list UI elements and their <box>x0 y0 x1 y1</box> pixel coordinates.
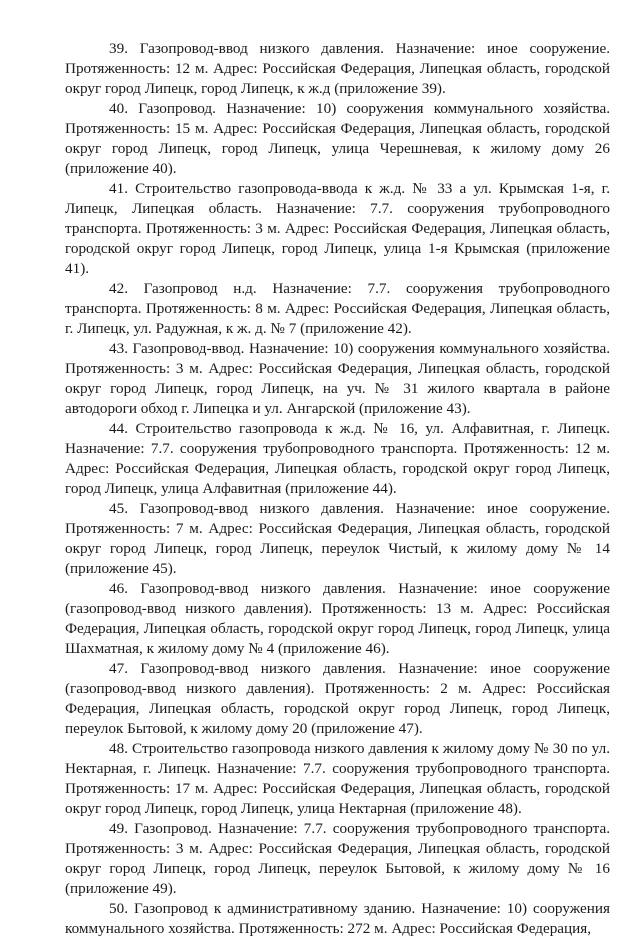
list-item-40: 40. Газопровод. Назначение: 10) сооружения коммунального хозяйства. Протяженность: 15 м. Адрес: Российская Федерация, Липецкая область, городской округ город Липецк, город Липецк, улица Черешневая, к жилому дому 26 (приложение 40). <box>65 100 610 177</box>
list-item-42: 42. Газопровод н.д. Назначение: 7.7. сооружения трубопроводного транспорта. Протяженность: 8 м. Адрес: Российская Федерация, Липецкая область, г. Липецк, ул. Радужная, к ж. д. № 7 (приложение 42). <box>65 280 610 337</box>
list-item-48: 48. Строительство газопровода низкого давления к жилому дому № 30 по ул. Нектарная, г. Липецк. Назначение: 7.7. сооружения трубопроводного транспорта. Протяженность: 17 м. Адрес: Российская Федерация, Липецкая область, городской округ город Липецк, город Липецк, улица Нектарная (приложение 48). <box>65 740 610 817</box>
list-item-47: 47. Газопровод-ввод низкого давления. Назначение: иное сооружение (газопровод-ввод низкого давления). Протяженность: 2 м. Адрес: Российская Федерация, Липецкая область, городской округ город Липецк, город Липецк, переулок Бытовой, к жилому дому 20 (приложение 47). <box>65 660 610 737</box>
list-item-45: 45. Газопровод-ввод низкого давления. Назначение: иное сооружение. Протяженность: 7 м. Адрес: Российская Федерация, Липецкая область, городской округ город Липецк, город Липецк, переулок Чистый, к жилому дому № 14 (приложение 45). <box>65 500 610 577</box>
list-item-43: 43. Газопровод-ввод. Назначение: 10) сооружения коммунального хозяйства. Протяженность: 3 м. Адрес: Российская Федерация, Липецкая область, городской округ город Липецк, город Липецк, на уч. № 31 жилого квартала в районе автодороги обход г. Липецка и ул. Ангарской (приложение 43). <box>65 340 610 417</box>
list-item-49: 49. Газопровод. Назначение: 7.7. сооружения трубопроводного транспорта. Протяженность: 3 м. Адрес: Российская Федерация, Липецкая область, городской округ город Липецк, город Липецк, переулок Бытовой, к жилому дому № 16 (приложение 49). <box>65 820 610 897</box>
document-page <box>65 39 610 939</box>
list-item-50: 50. Газопровод к административному зданию. Назначение: 10) сооружения коммунального хозяйства. Протяженность: 272 м. Адрес: Российская Федерация, <box>65 900 610 937</box>
list-item-39: 39. Газопровод-ввод низкого давления. Назначение: иное сооружение. Протяженность: 12 м. Адрес: Российская Федерация, Липецкая область, городской округ город Липецк, город Липецк, к ж.д (приложение 39). <box>65 40 610 97</box>
list-item-41: 41. Строительство газопровода-ввода к ж.д. № 33 а ул. Крымская 1-я, г. Липецк, Липецкая область. Назначение: 7.7. сооружения трубопроводного транспорта. Протяженность: 3 м. Адрес: Российская Федерация, Липецкая область, городской округ город Липецк, город Липецк, улица 1-я Крымская (приложение 41). <box>65 180 610 277</box>
list-item-44: 44. Строительство газопровода к ж.д. № 16, ул. Алфавитная, г. Липецк. Назначение: 7.7. сооружения трубопроводного транспорта. Протяженность: 12 м. Адрес: Российская Федерация, Липецкая область, городской округ город Липецк, город Липецк, улица Алфавитная (приложение 44). <box>65 420 610 497</box>
list-item-46: 46. Газопровод-ввод низкого давления. Назначение: иное сооружение (газопровод-ввод низкого давления). Протяженность: 13 м. Адрес: Российская Федерация, Липецкая область, городской округ город Липецк, город Липецк, улица Шахматная, к жилому дому № 4 (приложение 46). <box>65 580 610 657</box>
